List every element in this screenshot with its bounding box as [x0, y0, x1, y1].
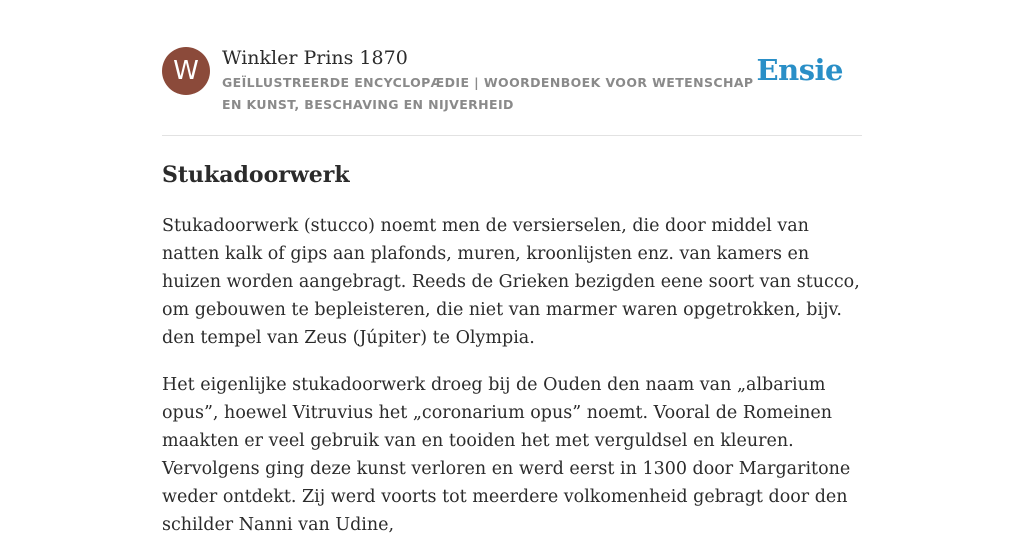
page: [162, 0, 862, 535]
ensie-logo[interactable]: Ensie: [756, 53, 843, 87]
source-title[interactable]: Winkler Prins 1870: [222, 47, 408, 69]
header-divider: [162, 135, 862, 136]
entry-paragraph: Het eigenlijke stukadoorwerk droeg bij de Ouden den naam van „albarium opus”, hoewel Vitruvius het „coronarium opus” noemt. Vooral de Romeinen maakten er veel gebruik van en tooiden het met verguldsel en kleuren. Vervolgens ging deze kunst verloren en werd eerst in 1300 door Margaritone weder ontdekt. Zij werd voorts tot meerdere volkomenheid gebragt door den schilder Nanni van Udine,: [162, 375, 851, 535]
header: [162, 46, 862, 116]
entry-paragraph: Stukadoorwerk (stucco) noemt men de versierselen, die door middel van natten kalk of gips aan plafonds, muren, kroonlijsten enz. van kamers en huizen worden aangebragt. Reeds de Grieken bezigden eene soort van stucco, om gebouwen te bepleisteren, die niet van marmer waren opgetrokken, bijv. den tempel van Zeus (Júpiter) te Olympia.: [162, 216, 860, 348]
entry-title: Stukadoorwerk: [162, 162, 350, 188]
source-subtitle: GEÏLLUSTREERDE ENCYCLOPÆDIE | WOORDENBOEK VOOR WETENSCHAP EN KUNST, BESCHAVING EN NIJVERHEID: [222, 75, 754, 112]
entry-body: [162, 212, 862, 558]
source-avatar[interactable]: W: [162, 47, 210, 95]
